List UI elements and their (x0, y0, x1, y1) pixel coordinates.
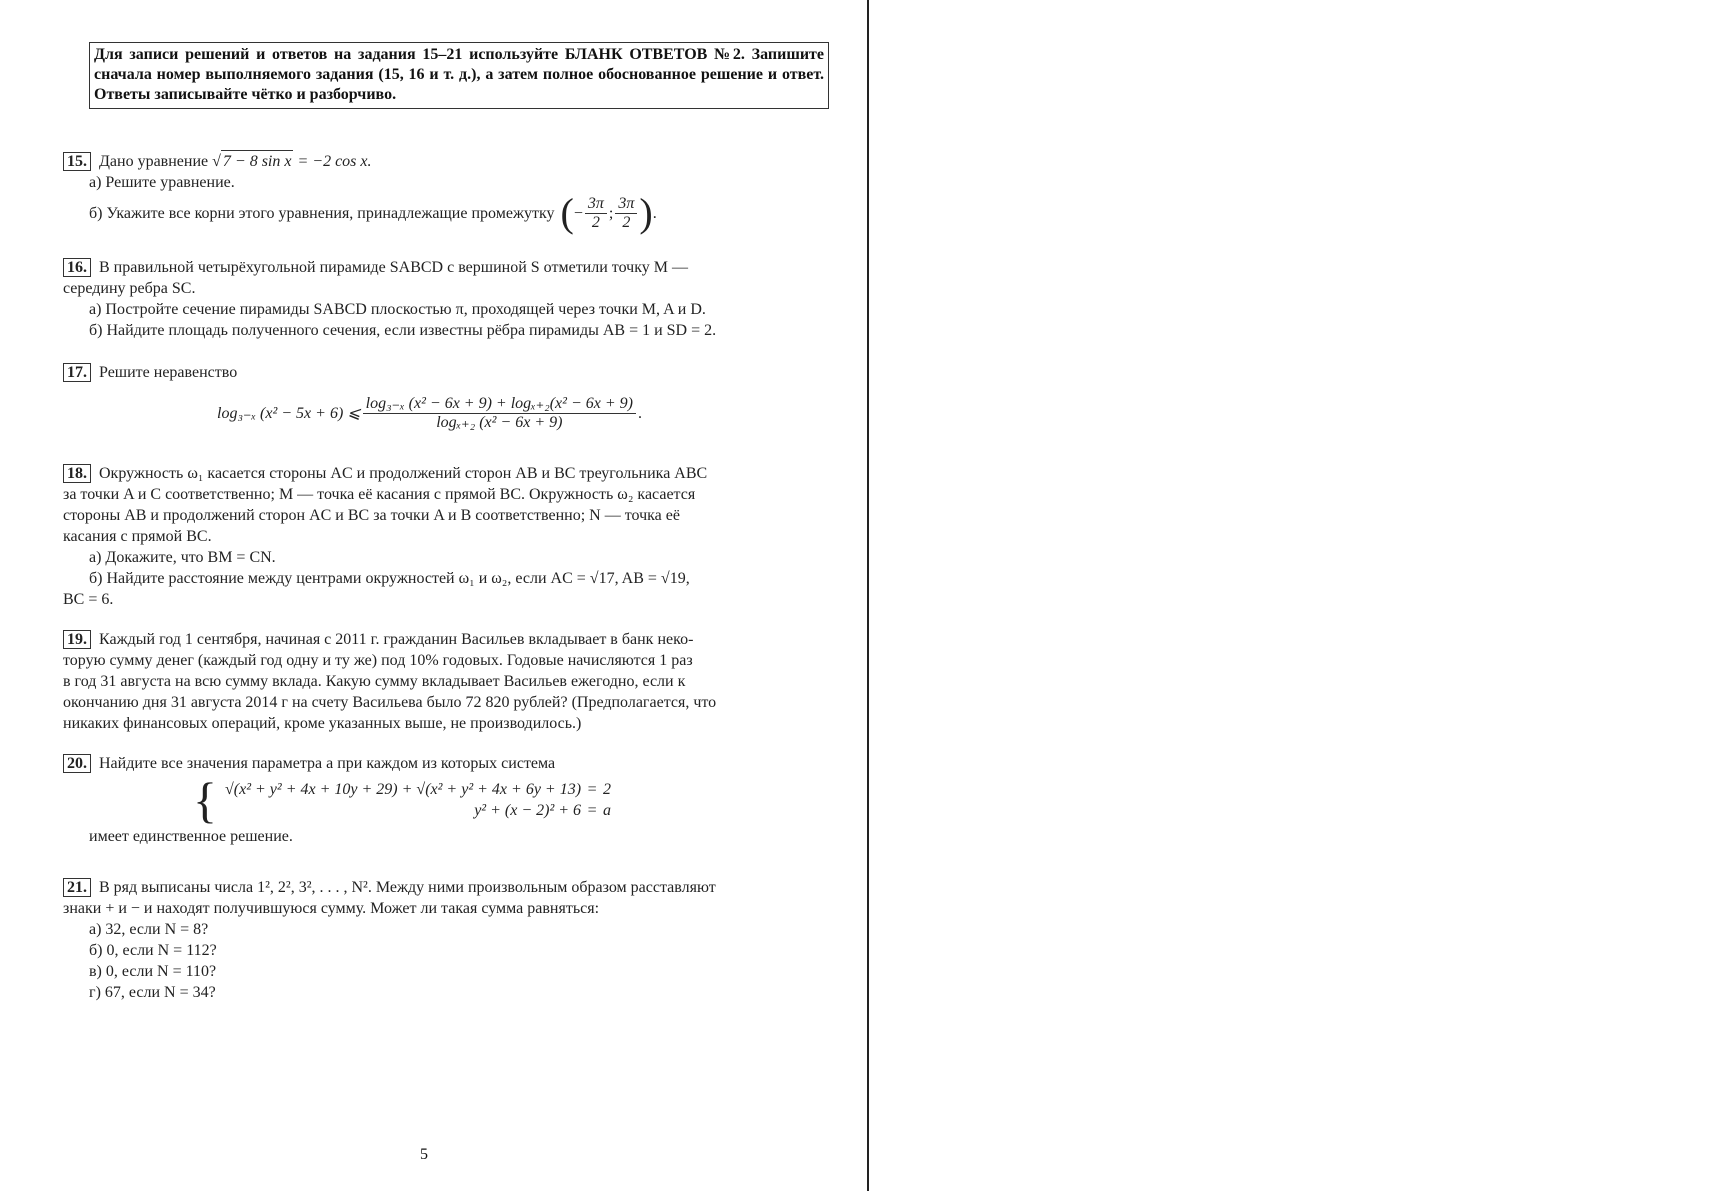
system-row2-rhs: a (603, 802, 612, 819)
part-b: б) Найдите площадь полученного сечения, если известны рёбра пирамиды AB = 1 и SD = 2. (89, 322, 717, 339)
system-row1-lhs: √(x² + y² + 4x + 10y + 29) + √(x² + y² + 4x + 6y + 13) (225, 781, 582, 798)
part-a: а) Докажите, что BM = CN. (89, 549, 276, 566)
problem-line: в год 31 августа на всю сумму вклада. Какую сумму вкладывает Васильев ежегодно, если к (63, 673, 686, 690)
inequality-fraction: $\frac{\text{log₃₋ₓ (x² − 6x + 9) + logₓ₊₂(x² − 6x + 9)}}{\text{logₓ₊₂ (x² − 6x + 9)}}$ (363, 395, 636, 432)
problem-18 (63, 463, 796, 610)
problem-number: 20. (63, 754, 91, 773)
part-c: в) 0, если N = 110? (89, 963, 217, 980)
part-a: а) Постройте сечение пирамиды SABCD плоскостью π, проходящей через точки M, A и D. (89, 301, 706, 318)
instructions-text: Для записи решений и ответов на задания 15–21 используйте БЛАНК ОТВЕТОВ №2. Запишите сначала номер выполняемого задания (15, 16 и т. д.), а затем полное обоснованное решение и ответ. Ответы записывайте чётко и разборчиво. (94, 46, 824, 103)
part-b-cont: BC = 6. (63, 591, 114, 608)
equation-system: { √(x² + y² + 4x + 10y + 29) + √(x² + y² + 4x + 6y + 13) = 2 y² + (x − 2)² + 6 = a (193, 772, 612, 828)
part-a: а) 32, если N = 8? (89, 921, 209, 938)
part-b: б) Найдите расстояние между центрами окружностей ω₁ и ω₂, если AC = √17, AB = √19, (89, 570, 690, 587)
blank-page (869, 0, 1733, 1191)
problem-19 (63, 629, 796, 734)
problem-line: никаких финансовых операций, кроме указанных выше, не производилось.) (63, 715, 582, 732)
problem-after-text: имеет единственное решение. (89, 828, 293, 845)
interval-right-fraction: $\frac{3\pi}{2}$ (615, 195, 637, 232)
problem-number: 15. (63, 152, 91, 171)
instructions-box (89, 42, 829, 109)
problem-line: торую сумму денег (каждый год одну и ту же) под 10% годовых. Годовые начисляются 1 раз (63, 652, 693, 669)
system-row1-rhs: 2 (603, 781, 612, 798)
interval-left-fraction: $\frac{3\pi}{2}$ (585, 195, 607, 232)
problem-number: 21. (63, 878, 91, 897)
problem-line: за точки A и C соответственно; M — точка её касания с прямой BC. Окружность ω₂ касается (63, 486, 696, 503)
part-a: а) Решите уравнение. (89, 174, 235, 191)
problem-number: 19. (63, 630, 91, 649)
problem-line: касания с прямой BC. (63, 528, 212, 545)
problem-line: Каждый год 1 сентября, начиная с 2011 г. гражданин Васильев вкладывает в банк неко- (99, 631, 694, 648)
problem-line: знаки + и − и находят получившуюся сумму. Может ли такая сумма равняться: (63, 900, 600, 917)
problem-line: В ряд выписаны числа 1², 2², 3², . . . , N². Между ними произвольным образом расставляют (99, 879, 716, 896)
problem-number: 18. (63, 464, 91, 483)
problem-intro: Дано уравнение (99, 153, 209, 170)
problem-number: 17. (63, 363, 91, 382)
problem-21 (63, 877, 796, 1003)
part-b: б) Укажите все корни этого уравнения, принадлежащие промежутку ( − $\frac{3\pi}{2}$ ; $\frac{3\pi}{2}$ ) . (89, 190, 657, 235)
problem-20 (63, 753, 796, 847)
problem-line: Окружность ω₁ касается стороны AC и продолжений сторон AB и BC треугольника ABC (99, 465, 708, 482)
equation-rest: = −2 cos x. (297, 153, 372, 170)
sqrt-expression: 7 − 8 sin x (221, 150, 294, 172)
part-d: г) 67, если N = 34? (89, 984, 216, 1001)
problem-17 (63, 362, 796, 432)
system-row2-lhs: y² + (x − 2)² + 6 (474, 802, 582, 819)
part-b: б) 0, если N = 112? (89, 942, 217, 959)
page-number: 5 (420, 1146, 428, 1163)
problem-text: Решите неравенство (99, 364, 238, 381)
problem-line: окончанию дня 31 августа 2014 г на счету Васильева было 72 820 рублей? (Предполагается, что (63, 694, 717, 711)
part-b-text: б) Укажите все корни этого уравнения, принадлежащие промежутку (89, 204, 555, 222)
inequality-lhs: log₃₋ₓ (x² − 5x + 6) ⩽ (217, 405, 361, 422)
problem-line: стороны AB и продолжений сторон AC и BC за точки A и B соответственно; N — точка её (63, 507, 680, 524)
system-brace: { (193, 772, 217, 828)
problem-line: середину ребра SC. (63, 280, 196, 297)
problem-line: В правильной четырёхугольной пирамиде SABCD с вершиной S отметили точку M — (99, 259, 688, 276)
problem-16 (63, 257, 796, 341)
problem-number: 16. (63, 258, 91, 277)
problem-text: Найдите все значения параметра a при каждом из которых система (99, 755, 556, 772)
problem-15: 15. Дано уравнение √ 7 − 8 sin x = −2 cos x. а) Решите уравнение. б) Укажите все корни этого уравнения, принадлежащие промежутку ( − $\frac{3\pi}{2}$ ; $\frac{3\pi}{2}$ ) . (63, 150, 796, 233)
inequality: log₃₋ₓ (x² − 5x + 6) ⩽ $\frac{\text{log₃₋ₓ (x² − 6x + 9) + logₓ₊₂(x² − 6x + 9)}}{\text{logₓ₊₂ (x² − 6x + 9)}}$ . (217, 395, 642, 431)
